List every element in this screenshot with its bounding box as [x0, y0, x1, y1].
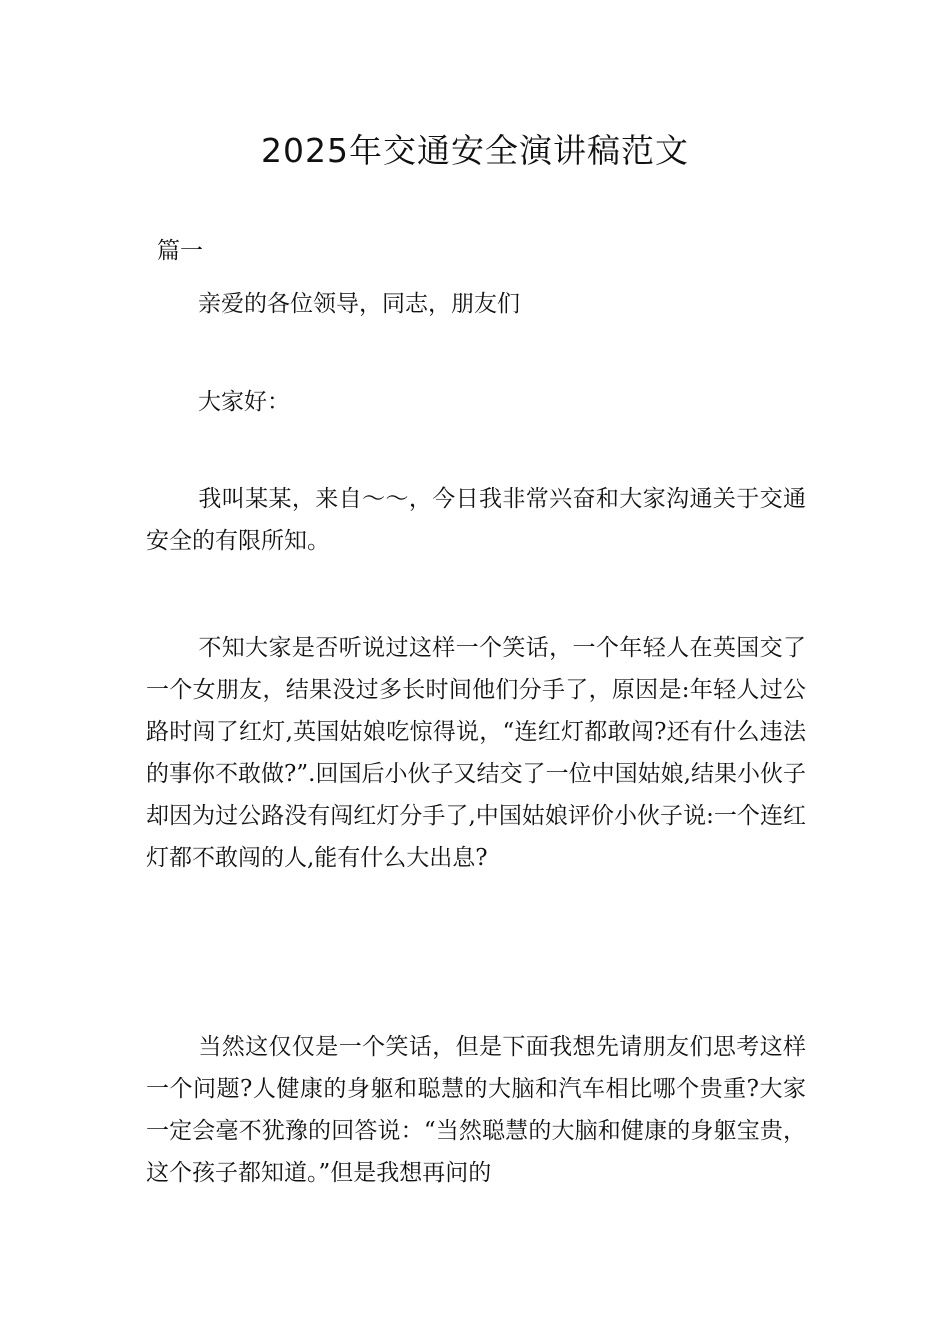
- paragraph-text: 亲爱的各位领导，同志，朋友们: [198, 291, 520, 317]
- paragraph-question: [146, 1026, 806, 1194]
- paragraph-joke: [146, 627, 806, 879]
- document-title: 2025年交通安全演讲稿范文: [261, 131, 689, 170]
- paragraph-text: 不知大家是否听说过这样一个笑话，一个年轻人在英国交了一个女朋友，结果没过多长时间他们分手了，原因是:年轻人过公路时闯了红灯,英国姑娘吃惊得说，“连红灯都敢闯?还有什么违法的事你不敢做?”.回国后小伙子又结交了一位中国姑娘,结果小伙子却因为过公路没有闯红灯分手了,中国姑娘评价小伙子说:一个连红灯都不敢闯的人,能有什么大出息?: [146, 635, 806, 871]
- paragraph-intro: [146, 478, 806, 562]
- paragraph-text: 我叫某某，来自～～，今日我非常兴奋和大家沟通关于交通安全的有限所知。: [146, 486, 806, 554]
- paragraph-text: 大家好：: [198, 389, 290, 415]
- paragraph-greeting: [146, 283, 806, 325]
- paragraph-text: 当然这仅仅是一个笑话，但是下面我想先请朋友们思考这样一个问题?人健康的身躯和聪慧的大脑和汽车相比哪个贵重?大家一定会毫不犹豫的回答说：“当然聪慧的大脑和健康的身躯宝贵，这个孩子都知道。”但是我想再问的: [146, 1034, 806, 1186]
- paragraph-hello: [146, 381, 806, 423]
- section-label: 篇一: [157, 238, 203, 264]
